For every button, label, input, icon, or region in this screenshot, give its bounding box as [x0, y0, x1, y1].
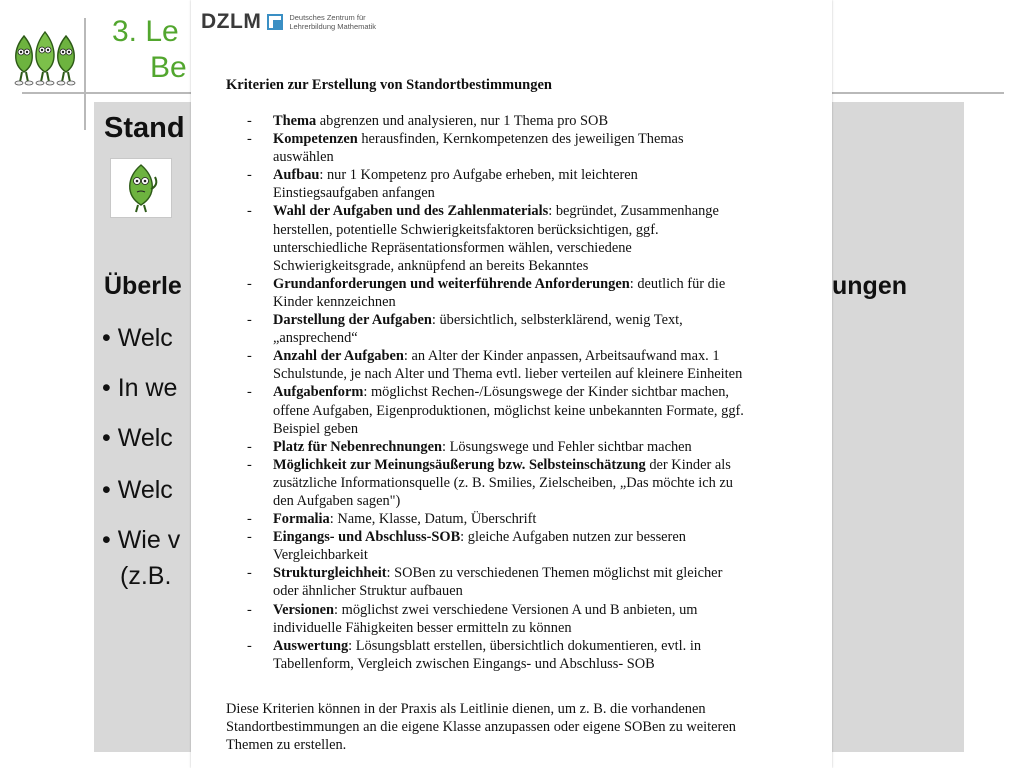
criterion-dash: -: [247, 438, 252, 455]
criterion-dash: -: [247, 203, 252, 220]
criterion-continuation: Beispiel geben: [273, 420, 359, 437]
criterion-term: Kompetenzen: [273, 131, 358, 148]
criterion-first-line: [273, 347, 827, 365]
criterion-continuation: den Aufgaben sagen"): [273, 492, 401, 509]
criterion-text: : Name, Klasse, Datum, Überschrift: [329, 511, 537, 528]
criterion-continuation: Tabellenform, Vergleich zwischen Eingangs- und Abschluss- SOB: [273, 655, 655, 672]
criterion-text: : möglichst zwei verschiedene Versionen A und B anbieten, um: [334, 601, 698, 618]
criterion-item: [247, 637, 827, 673]
criterion-text: herausfinden, Kernkompetenzen des jeweiligen Themas: [357, 131, 684, 148]
criterion-term: Versionen: [273, 601, 335, 618]
footer-line: Standortbestimmungen an die eigene Klasse anzupassen oder eigene SOBen zu weiteren: [226, 719, 736, 736]
criterion-term: Strukturgleichheit: [273, 565, 387, 582]
dzlm-subtitle-line1: Deutsches Zentrum für: [289, 13, 366, 22]
bullet-item: • Wie v: [102, 526, 181, 554]
criterion-term: Möglichkeit zur Meinungsäußerung bzw. Selbsteinschätzung: [273, 456, 646, 473]
criterion-continuation: zusätzliche Informationsquelle (z. B. Smilies, Zielscheiben, „Das möchte ich zu: [273, 474, 733, 491]
footer-line: Themen zu erstellen.: [226, 737, 347, 754]
criterion-item: [247, 564, 827, 600]
criterion-term: Grundanforderungen und weiterführende Anforderungen: [273, 275, 630, 292]
footer-line: Diese Kriterien können in der Praxis als Leitlinie dienen, um z. B. die vorhandenen: [226, 701, 706, 717]
criterion-first-line: [273, 275, 827, 293]
dzlm-subtitle-line2: Lehrerbildung Mathematik: [289, 22, 377, 31]
criterion-dash: -: [247, 348, 252, 365]
document-footer: [226, 700, 736, 754]
criterion-dash: -: [247, 511, 252, 528]
criterion-dash: -: [247, 601, 252, 618]
criterion-first-line: [273, 438, 827, 456]
bullet-item: • In we: [102, 374, 178, 402]
criterion-dash: -: [247, 637, 252, 654]
overlap-heading-right: ungen: [832, 272, 907, 300]
criterion-continuation: Kinder kennzeichnen: [273, 293, 396, 310]
thinking-leaf-icon: [111, 159, 171, 217]
criterion-text: : möglichst Rechen-/Lösungswege der Kinder sichtbar machen,: [363, 384, 729, 401]
criterion-dash: -: [247, 529, 252, 546]
criterion-item: [247, 166, 827, 202]
criterion-dash: -: [247, 275, 252, 292]
bullet-item: • Welc: [102, 424, 173, 452]
criterion-text: : Lösungswege und Fehler sichtbar machen: [441, 438, 692, 455]
criterion-dash: -: [247, 456, 252, 473]
criterion-text: der Kinder als: [645, 456, 731, 473]
slide-title-line1: 3. Le: [112, 15, 179, 48]
criterion-item: [247, 601, 827, 637]
criterion-first-line: [273, 166, 827, 184]
dzlm-logo: [201, 10, 376, 34]
criterion-term: Thema: [273, 113, 317, 129]
criterion-first-line: [273, 311, 827, 329]
criterion-dash: -: [247, 113, 252, 129]
criterion-first-line: [273, 456, 827, 474]
document-title: Kriterien zur Erstellung von Standortbestimmungen: [226, 77, 552, 93]
bullet-continuation: (z.B.: [120, 562, 172, 590]
criterion-first-line: [273, 130, 827, 148]
criterion-item: [247, 438, 827, 456]
criterion-first-line: [273, 528, 827, 546]
criterion-term: Eingangs- und Abschluss-SOB: [273, 529, 461, 546]
slide-title-line2: Be: [150, 51, 187, 84]
criterion-continuation: „ansprechend“: [273, 330, 358, 347]
criterion-continuation: Vergleichbarkeit: [273, 547, 368, 564]
criterion-term: Darstellung der Aufgaben: [273, 312, 432, 329]
criterion-dash: -: [247, 384, 252, 401]
criterion-term: Wahl der Aufgaben und des Zahlenmaterials: [273, 203, 549, 220]
dzlm-logo-word: DZLM: [201, 10, 262, 33]
leaf-mascots-icon: [10, 28, 80, 86]
criterion-dash: -: [247, 312, 252, 329]
criterion-item: [247, 311, 827, 347]
criterion-term: Anzahl der Aufgaben: [273, 348, 404, 365]
criterion-first-line: [273, 383, 827, 401]
criterion-text: : an Alter der Kinder anpassen, Arbeitsaufwand max. 1: [403, 348, 720, 365]
criterion-item: [247, 528, 827, 564]
header-divider-vertical: [84, 18, 86, 130]
criterion-first-line: [273, 564, 827, 582]
criterion-first-line: [273, 601, 827, 619]
criterion-continuation: auswählen: [273, 149, 334, 166]
criterion-continuation: Einstiegsaufgaben anfangen: [273, 185, 435, 202]
thinking-mascot-image: [110, 158, 172, 218]
criterion-continuation: individuelle Fähigkeiten besser ermitteln zu können: [273, 619, 572, 636]
criterion-item: [247, 456, 827, 510]
criterion-first-line: [273, 202, 827, 220]
criterion-dash: -: [247, 131, 252, 148]
criterion-item: [247, 347, 827, 383]
criterion-first-line: [273, 637, 827, 655]
criterion-item: [247, 130, 827, 166]
criterion-term: Aufgabenform: [273, 384, 364, 401]
panel-heading: Stand: [104, 112, 185, 144]
criterion-text: : SOBen zu verschiedenen Themen möglichst mit gleicher: [386, 565, 723, 582]
criterion-item: [247, 202, 827, 274]
criterion-item: [247, 383, 827, 437]
criterion-dash: -: [247, 565, 252, 582]
criterion-term: Platz für Nebenrechnungen: [273, 438, 442, 455]
criterion-continuation: Schwierigkeitsgrade, anknüpfend an bereits Bekanntes: [273, 257, 589, 274]
criterion-continuation: offene Aufgaben, Eigenproduktionen, möglichst keine unbekannten Formate, ggf.: [273, 402, 744, 419]
criterion-item: [247, 510, 827, 528]
criterion-first-line: [273, 510, 827, 528]
criterion-first-line: [273, 112, 827, 130]
criterion-term: Formalia: [273, 511, 330, 528]
criteria-document: [191, 0, 832, 768]
criteria-list: [247, 112, 827, 673]
criterion-text: : gleiche Aufgaben nutzen zur besseren: [460, 529, 686, 546]
slide-title: [112, 14, 187, 86]
bullet-item: • Welc: [102, 476, 173, 504]
criterion-item: [247, 112, 827, 130]
criterion-continuation: herstellen, potentielle Schwierigkeitsfaktoren berücksichtigen, ggf.: [273, 221, 659, 238]
criterion-item: [247, 275, 827, 311]
criterion-dash: -: [247, 167, 252, 184]
criterion-term: Aufbau: [273, 167, 320, 184]
criterion-text: abgrenzen und analysieren, nur 1 Thema pro SOB: [316, 113, 609, 129]
dzlm-logo-subtitle: [289, 13, 376, 31]
criterion-term: Auswertung: [273, 637, 349, 654]
dzlm-square-icon: [267, 14, 283, 30]
bullet-item: • Welc: [102, 324, 173, 352]
criterion-text: : begründet, Zusammenhange: [548, 203, 719, 220]
criterion-text: : nur 1 Kompetenz pro Aufgabe erheben, mit leichteren: [319, 167, 638, 184]
overlap-heading-left: Überle: [104, 272, 182, 300]
criterion-continuation: unterschiedliche Repräsentationsformen wählen, verschiedene: [273, 239, 632, 256]
criterion-text: : Lösungsblatt erstellen, übersichtlich dokumentieren, evtl. in: [348, 637, 702, 654]
criterion-text: : deutlich für die: [629, 275, 726, 292]
criterion-text: : übersichtlich, selbsterklärend, wenig Text,: [431, 312, 683, 329]
criterion-continuation: oder ähnlicher Struktur aufbauen: [273, 583, 463, 600]
criterion-continuation: Schulstunde, je nach Alter und Thema evtl. lieber verteilen auf kleinere Einheiten: [273, 366, 743, 383]
